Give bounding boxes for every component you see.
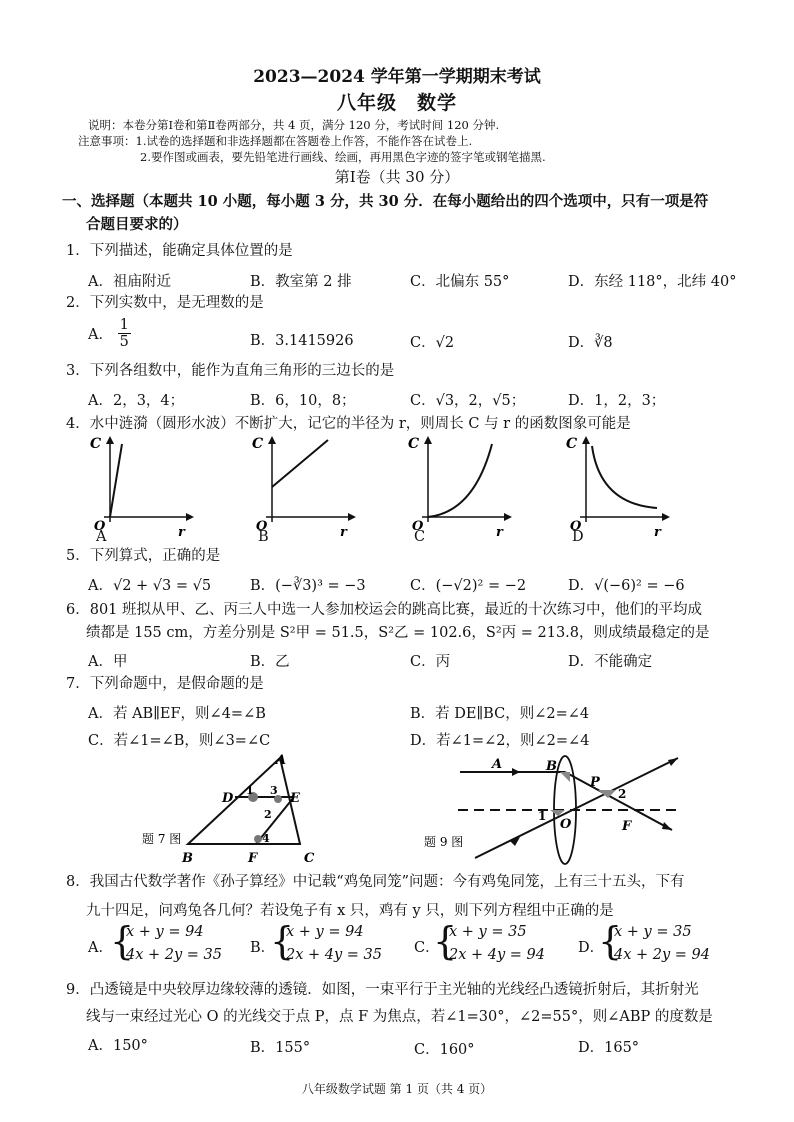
q5-option-c: C．(−√2)² = −2: [410, 578, 527, 594]
q1-option-d: D．东经 118°，北纬 40°: [568, 274, 737, 290]
note-line: [88, 117, 499, 133]
q4-c-curve: [428, 444, 492, 517]
q4-a-curve: [110, 444, 122, 517]
q3-option-c: C．√3，2，√5；: [410, 393, 526, 409]
q8-option-a-label: A．: [88, 940, 113, 956]
note-text: 本卷分第Ⅰ卷和第Ⅱ卷两部分，共 4 页，满分 120 分，考试时间 120 分钟.: [122, 118, 500, 132]
q8-stem-line-2: 九十四足，问鸡兔各几何？若设兔子有 x 只，鸡有 y 只，则下列方程组中正确的是: [86, 903, 614, 919]
q7-option-b: B．若 DE∥BC，则∠2=∠4: [410, 706, 590, 722]
fig9-caption: 题 9 图: [424, 835, 464, 849]
q4-label-d: D: [572, 529, 584, 545]
fig9-refracted-ray: [565, 772, 672, 830]
q4-d-y-arrow: [582, 436, 590, 444]
attention-label: 注意事项：: [78, 134, 136, 148]
fig7-angle-1: 1: [246, 784, 254, 797]
fig7-angle-3: 3: [270, 784, 278, 797]
q5-stem: 5．下列算式，正确的是: [66, 548, 221, 564]
fig7-triangle: [188, 758, 300, 844]
q8-option-c-brace: {: [433, 919, 458, 963]
q4-a-origin: O: [94, 519, 106, 534]
fig9-point-a: A: [492, 757, 503, 772]
fig9-angle-1: 1: [538, 809, 547, 823]
q9-stem-line-2: 线与一束经过光心 O 的光线交于点 P，点 F 为焦点，若∠1=30°，∠2=55°，则∠ABP 的度数是: [86, 1009, 713, 1025]
q4-c-x-label: r: [496, 525, 503, 540]
fig9-point-b: B: [546, 759, 557, 774]
q8-option-a-eq1: x + y = 94: [126, 924, 204, 940]
volume-title: 第Ⅰ卷（共 30 分）: [334, 168, 460, 186]
q8-option-b-brace: {: [270, 919, 295, 963]
fig7-angle-4: 4: [262, 832, 270, 845]
page-footer: 八年级数学试题 第 1 页（共 4 页）: [301, 1082, 493, 1096]
q4-c-x-arrow: [504, 513, 512, 521]
fig9-point-o: O: [560, 817, 572, 832]
q6-option-b: B．乙: [250, 654, 290, 670]
fig9-refracted-arrow: [662, 822, 672, 830]
q8-option-c-label: C．: [414, 940, 440, 956]
exam-title: 2023—2024 学年第一学期期末考试: [253, 67, 541, 87]
q1-option-a: A．祖庙附近: [88, 274, 171, 290]
fig9-point-f: F: [622, 819, 632, 834]
q3-stem: 3．下列各组数中，能作为直角三角形的三边长的是: [66, 363, 395, 379]
q2-stem: 2．下列实数中，是无理数的是: [66, 295, 264, 311]
q6-stem-line-2: 绩都是 155 cm，方差分别是 S²甲 = 51.5，S²乙 = 102.6，S²丙 = 213.8，则成绩最稳定的是: [86, 625, 710, 641]
q9-option-c: C．160°: [414, 1042, 475, 1058]
fig7-point-b: B: [182, 851, 193, 866]
q4-graph-a: [86, 432, 196, 542]
q1-stem: 1．下列描述，能确定具体位置的是: [66, 243, 293, 259]
figure-9: [420, 750, 690, 870]
q8-option-b-eq1: x + y = 94: [286, 924, 364, 940]
q4-d-curve: [592, 446, 657, 508]
fig7-angle-4-mark: [254, 835, 262, 843]
q5-option-a: A．√2 + √3 = √5: [88, 578, 212, 594]
q9-option-d: D．165°: [578, 1040, 640, 1056]
q4-stem: 4．水中涟漪（圆形水波）不断扩大，记它的半径为 r，则周长 C 与 r 的函数图象可能是: [66, 416, 631, 432]
attention-line-1: [78, 133, 472, 149]
q4-b-origin: O: [256, 519, 268, 534]
q3-option-a: A．2，3，4；: [88, 393, 185, 409]
q8-option-c-eq1: x + y = 35: [449, 924, 527, 940]
q6-option-c: C．丙: [410, 654, 451, 670]
q8-option-c-eq2: 2x + 4y = 94: [449, 947, 546, 963]
q4-b-curve: [272, 440, 328, 487]
q3-option-d: D．1，2，3；: [568, 393, 666, 409]
fig9-ray-arrow-a: [512, 768, 520, 776]
q2-option-a: [88, 317, 131, 350]
q8-option-d-eq2: 4x + 2y = 94: [614, 947, 711, 963]
fig7-point-e: E: [290, 791, 300, 806]
fig9-point-p: P: [590, 775, 600, 790]
q9-option-a: A．150°: [88, 1038, 148, 1054]
q4-b-y-arrow: [268, 436, 276, 444]
q2-option-c: C．√2: [410, 335, 455, 351]
q8-option-d-eq1: x + y = 35: [614, 924, 692, 940]
q8-option-b-eq2: 2x + 4y = 35: [286, 947, 383, 963]
q2-option-b: B．3.1415926: [250, 333, 354, 349]
q4-a-x-label: r: [178, 525, 185, 540]
q6-option-d: D．不能确定: [568, 654, 653, 670]
q8-stem-line-1: 8．我国古代数学著作《孙子算经》中记载“鸡兔同笼”问题：今有鸡兔同笼，上有三十五头，下有: [66, 874, 685, 890]
q7-option-a: A．若 AB∥EF，则∠4=∠B: [88, 706, 266, 722]
q8-option-a-eq2: 4x + 2y = 35: [126, 947, 223, 963]
q3-option-b: B．6，10，8；: [250, 393, 356, 409]
q1-option-c: C．北偏东 55°: [410, 274, 510, 290]
q6-stem-line-1: 6．801 班拟从甲、乙、丙三人中选一人参加校运会的跳高比赛，最近的十次练习中，他们的平均成: [66, 602, 703, 618]
fig7-caption: 题 7 图: [142, 832, 182, 846]
q4-a-x-arrow: [186, 513, 194, 521]
q4-d-origin: O: [570, 519, 582, 534]
attention-item-2: 2.要作图或画表，要先铅笔进行画线、绘画，再用黑色字迹的签字笔或钢笔描黑.: [140, 150, 546, 164]
q8-option-a-brace: {: [110, 919, 135, 963]
q4-a-y-arrow: [106, 436, 114, 444]
q5-option-b: B．(−∛3)³ = −3: [250, 578, 366, 594]
figure-7: [140, 750, 340, 870]
q9-option-b: B．155°: [250, 1040, 311, 1056]
section-heading-line-2: 合题目要求的）: [86, 216, 188, 233]
fig7-point-c: C: [304, 851, 315, 866]
q4-c-origin: O: [412, 519, 424, 534]
q7-option-c: C．若∠1=∠B，则∠3=∠C: [88, 733, 271, 749]
q4-graph-b: [248, 432, 358, 542]
q1-option-b: B．教室第 2 排: [250, 274, 352, 290]
q4-b-x-arrow: [348, 513, 356, 521]
note-label: 说明：: [88, 118, 123, 132]
fig9-angle-2: 2: [618, 787, 627, 801]
q4-label-a: A: [96, 529, 107, 545]
q4-d-x-arrow: [662, 513, 670, 521]
fig7-point-f: F: [248, 851, 258, 866]
q8-option-d-label: D．: [578, 940, 605, 956]
q4-graph-c: [404, 432, 514, 542]
q8-option-b-label: B．: [250, 940, 276, 956]
fig9-center-arrow: [668, 758, 678, 766]
q4-d-x-label: r: [654, 525, 661, 540]
q4-c-y-label: C: [408, 436, 420, 452]
q6-option-a: A．甲: [88, 654, 128, 670]
section-heading-line-1: 一、选择题（本题共 10 小题，每小题 3 分，共 30 分．在每小题给出的四个选项中，只有一项是符: [62, 193, 709, 210]
q7-stem: 7．下列命题中，是假命题的是: [66, 676, 264, 692]
q4-label-b: B: [258, 529, 269, 545]
q4-c-y-arrow: [424, 436, 432, 444]
q4-label-c: C: [414, 529, 426, 545]
q2-option-a-label: A．: [88, 327, 113, 343]
fig9-angle-b-mark: [560, 772, 570, 782]
q2-fraction-denominator: 5: [119, 334, 129, 350]
q2-fraction: [118, 317, 131, 350]
q4-a-y-label: C: [90, 436, 102, 452]
q2-option-d: D．∛8: [568, 335, 613, 351]
q8-option-d-brace: {: [598, 919, 623, 963]
q4-b-x-label: r: [340, 525, 347, 540]
fig7-point-a: A: [276, 753, 287, 768]
fig7-point-d: D: [222, 791, 234, 806]
q7-option-d: D．若∠1=∠2，则∠2=∠4: [410, 733, 590, 749]
attention-item-1: 1.试卷的选择题和非选择题都在答题卷上作答，不能作答在试卷上.: [135, 134, 473, 148]
q4-graph-d: [562, 432, 672, 542]
q2-fraction-numerator: 1: [119, 317, 129, 333]
q4-d-y-label: C: [566, 436, 578, 452]
q9-stem-line-1: 9．凸透镜是中央较厚边缘较薄的透镜．如图，一束平行于主光轴的光线经凸透镜折射后，其折射光: [66, 982, 699, 998]
q4-b-y-label: C: [252, 436, 264, 452]
fig7-angle-2: 2: [264, 808, 272, 821]
q5-option-d: D．√(−6)² = −6: [568, 578, 685, 594]
exam-subtitle: 八年级 数学: [336, 92, 457, 114]
